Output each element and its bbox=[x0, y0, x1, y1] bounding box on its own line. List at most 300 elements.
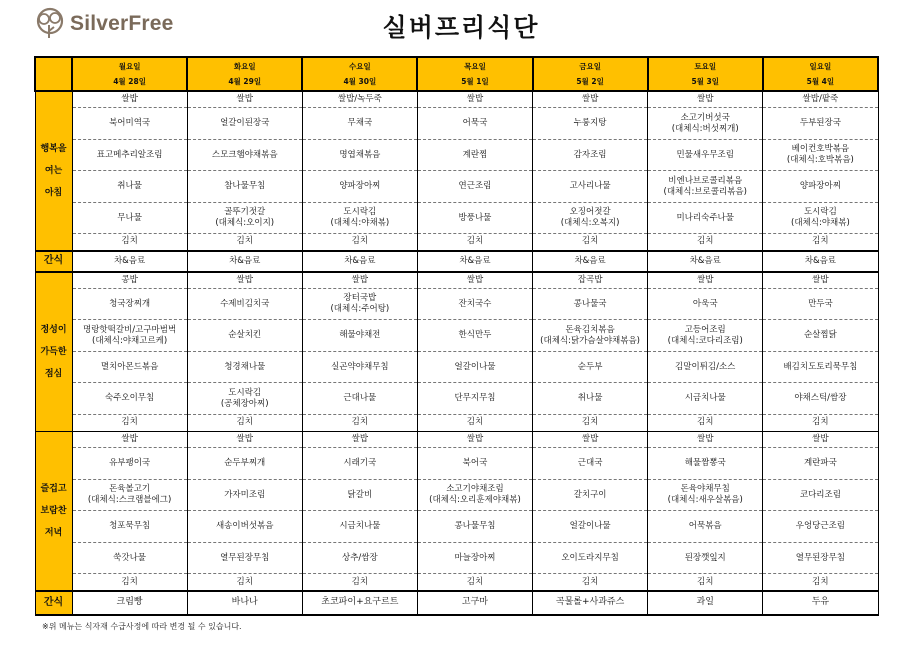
menu-cell bbox=[302, 414, 417, 431]
menu-cell bbox=[763, 288, 878, 320]
menu-item-text: 청포묵무침 bbox=[109, 521, 151, 532]
menu-cell bbox=[763, 202, 878, 234]
menu-cell bbox=[763, 171, 878, 203]
menu-item-text: 김치 bbox=[466, 417, 484, 428]
menu-cell bbox=[187, 91, 302, 108]
menu-cell bbox=[533, 511, 648, 543]
menu-item-text: 초코파이+요구르트 bbox=[321, 597, 399, 608]
menu-item-text: 쌀밥 bbox=[236, 94, 253, 105]
menu-cell bbox=[302, 574, 417, 591]
menu-cell bbox=[763, 431, 878, 448]
snack-cell bbox=[187, 591, 302, 615]
meal-row bbox=[35, 511, 878, 543]
menu-cell bbox=[533, 272, 648, 289]
day-date: 5월 1일 bbox=[461, 77, 489, 86]
menu-cell bbox=[72, 139, 187, 171]
menu-item-text: 무채국 bbox=[347, 118, 373, 129]
menu-cell bbox=[533, 234, 648, 251]
menu-item-text: 우엉당근조림 bbox=[795, 521, 846, 532]
menu-item-text: 북어국 bbox=[462, 458, 488, 469]
menu-cell bbox=[187, 108, 302, 140]
day-name: 수요일 bbox=[348, 62, 371, 71]
menu-item-text: 쌀밥 bbox=[812, 274, 829, 285]
menu-item-text: 김치 bbox=[581, 236, 599, 247]
snack-row bbox=[35, 251, 878, 272]
menu-item-text: 김치 bbox=[466, 576, 484, 587]
menu-item-text: (대체식:닭가슴살야채볶음) bbox=[540, 335, 640, 346]
menu-item-text: 김치 bbox=[812, 576, 829, 587]
snack-cell bbox=[72, 251, 187, 272]
menu-cell bbox=[187, 272, 302, 289]
menu-cell bbox=[72, 542, 187, 574]
day-name: 목요일 bbox=[464, 62, 486, 71]
snack-cell bbox=[187, 251, 302, 272]
menu-item-text: 쌀밥 bbox=[121, 434, 138, 445]
menu-item-text: 소고기버섯국 bbox=[680, 112, 730, 123]
menu-cell bbox=[302, 91, 417, 108]
footnote: ※위 메뉴는 식자재 수급사정에 따라 변경 될 수 있습니다. bbox=[42, 622, 242, 631]
snack-cell bbox=[417, 251, 532, 272]
menu-cell bbox=[187, 351, 302, 383]
menu-cell bbox=[187, 574, 302, 591]
menu-item-text: 어묵볶음 bbox=[688, 521, 722, 532]
menu-item-text: 아욱국 bbox=[692, 298, 718, 309]
menu-item-text: 쌀밥 bbox=[697, 434, 714, 445]
menu-cell bbox=[187, 320, 302, 352]
menu-item-text: 해물야채전 bbox=[339, 330, 381, 341]
menu-item-text: 김치 bbox=[236, 417, 253, 428]
menu-cell bbox=[533, 108, 648, 140]
menu-item-text: (대체식:브로콜리볶음) bbox=[663, 186, 747, 197]
meal-row bbox=[35, 383, 878, 415]
menu-item-text: 유부팽이국 bbox=[109, 458, 151, 469]
menu-item-text: 명엽채볶음 bbox=[339, 149, 381, 160]
menu-cell bbox=[72, 431, 187, 448]
menu-cell bbox=[763, 272, 878, 289]
snack-cell bbox=[72, 591, 187, 615]
menu-cell bbox=[417, 234, 532, 251]
menu-cell bbox=[302, 202, 417, 234]
menu-cell bbox=[302, 234, 417, 251]
menu-cell bbox=[302, 511, 417, 543]
snack-row bbox=[35, 591, 878, 615]
menu-cell bbox=[72, 351, 187, 383]
menu-cell bbox=[302, 383, 417, 415]
day-header bbox=[187, 57, 302, 91]
menu-item-text: (공체장아찌) bbox=[220, 398, 269, 409]
menu-cell bbox=[72, 171, 187, 203]
menu-cell bbox=[417, 91, 532, 108]
menu-item-text: 쌀밥 bbox=[351, 274, 369, 285]
menu-item-text: 쌀밥 bbox=[236, 434, 253, 445]
menu-cell bbox=[648, 139, 763, 171]
menu-item-text: 돈육야채무침 bbox=[680, 484, 730, 495]
menu-item-text: 갈치구이 bbox=[573, 489, 607, 500]
menu-item-text: 고구마 bbox=[461, 597, 489, 608]
menu-item-text: (대체식:스크램블에그) bbox=[87, 495, 172, 506]
menu-cell bbox=[187, 448, 302, 480]
meal-row bbox=[35, 288, 878, 320]
menu-item-text: (대체식:버섯찌개) bbox=[671, 123, 739, 134]
menu-cell bbox=[763, 139, 878, 171]
meal-label-line: 여는 bbox=[44, 165, 63, 176]
menu-item-text: 명랑핫떡갈비/고구마범벅 bbox=[83, 324, 177, 335]
menu-item-text: 어묵국 bbox=[462, 118, 488, 129]
menu-item-text: 닭갈비 bbox=[347, 489, 373, 500]
menu-cell bbox=[763, 574, 878, 591]
menu-cell bbox=[648, 448, 763, 480]
meal-row bbox=[35, 431, 878, 448]
menu-item-text: 수제비김치국 bbox=[220, 298, 270, 309]
menu-item-text: 청국장찌개 bbox=[109, 298, 151, 309]
menu-item-text: (대체식:야채고르케) bbox=[92, 335, 168, 346]
meal-row bbox=[35, 574, 878, 591]
meal-label bbox=[35, 91, 72, 251]
menu-cell bbox=[417, 288, 532, 320]
menu-cell bbox=[648, 234, 763, 251]
menu-item-text: 시래기국 bbox=[343, 458, 377, 469]
menu-cell bbox=[763, 320, 878, 352]
menu-cell bbox=[648, 431, 763, 448]
menu-item-text: 쌀밥 bbox=[697, 274, 714, 285]
menu-item-text: 순두부 bbox=[577, 361, 603, 372]
menu-cell bbox=[302, 288, 417, 320]
menu-cell bbox=[302, 139, 417, 171]
menu-cell bbox=[417, 351, 532, 383]
menu-item-text: 콩밥 bbox=[121, 274, 138, 285]
menu-item-text: 차&음료 bbox=[344, 255, 376, 266]
meal-label-line: 가득한 bbox=[40, 346, 67, 357]
menu-cell bbox=[763, 414, 878, 431]
menu-item-text: 양파장아찌 bbox=[799, 181, 841, 192]
menu-cell bbox=[763, 108, 878, 140]
menu-item-text: 콩나물무침 bbox=[454, 521, 496, 532]
menu-item-text: (대체식:주어탕) bbox=[330, 304, 390, 315]
menu-cell bbox=[302, 479, 417, 511]
menu-item-text: 곡물롤+사과쥬스 bbox=[555, 597, 625, 608]
meal-label-line: 보람찬 bbox=[40, 505, 67, 516]
meal-row bbox=[35, 202, 878, 234]
menu-cell bbox=[417, 202, 532, 234]
menu-cell bbox=[763, 383, 878, 415]
meal-label-line: 저녁 bbox=[44, 527, 63, 538]
menu-item-text: 야채스틱/쌈장 bbox=[794, 393, 847, 404]
day-header bbox=[302, 57, 417, 91]
menu-item-text: 잡곡밥 bbox=[577, 274, 603, 285]
menu-item-text: 소고기야채조림 bbox=[446, 484, 504, 495]
snack-cell bbox=[763, 251, 878, 272]
menu-cell bbox=[72, 91, 187, 108]
menu-cell bbox=[187, 414, 302, 431]
menu-item-text: 김말이튀김/소스 bbox=[675, 361, 736, 372]
snack-cell bbox=[763, 591, 878, 615]
menu-item-text: (대체식:코다리조림) bbox=[667, 335, 743, 346]
menu-item-text: 근대나물 bbox=[343, 393, 377, 404]
menu-item-text: 만두국 bbox=[808, 298, 833, 309]
menu-cell bbox=[302, 351, 417, 383]
menu-cell bbox=[187, 542, 302, 574]
menu-item-text: (대체식:야채볶) bbox=[791, 218, 850, 229]
menu-cell bbox=[648, 351, 763, 383]
meal-label-line: 정성이 bbox=[40, 324, 67, 335]
logo-text: SilverFree bbox=[70, 12, 174, 35]
meal-row bbox=[35, 171, 878, 203]
menu-cell bbox=[302, 320, 417, 352]
menu-cell bbox=[72, 448, 187, 480]
menu-cell bbox=[417, 320, 532, 352]
menu-cell bbox=[533, 351, 648, 383]
menu-item-text: 두부된장국 bbox=[799, 118, 841, 129]
menu-cell bbox=[533, 431, 648, 448]
menu-cell bbox=[648, 108, 763, 140]
menu-item-text: (대체식:오복지) bbox=[560, 218, 620, 229]
menu-cell bbox=[187, 383, 302, 415]
menu-item-text: (대체식:오이지) bbox=[215, 218, 275, 229]
menu-cell bbox=[533, 139, 648, 171]
day-date: 4월 30일 bbox=[343, 77, 377, 86]
menu-item-text: 청경채나물 bbox=[224, 361, 266, 372]
menu-item-text: 시금치나물 bbox=[684, 393, 726, 404]
menu-item-text: 김치 bbox=[236, 576, 253, 587]
menu-item-text: 김치 bbox=[697, 236, 714, 247]
menu-cell bbox=[648, 91, 763, 108]
menu-item-text: 김치 bbox=[466, 236, 484, 247]
menu-item-text: 상추/쌈장 bbox=[341, 552, 378, 563]
menu-item-text: 차&음료 bbox=[574, 255, 606, 266]
menu-item-text: 바나나 bbox=[231, 597, 258, 608]
meal-row bbox=[35, 234, 878, 251]
menu-item-text: 마늘장아찌 bbox=[454, 552, 496, 563]
meal-label bbox=[35, 272, 72, 432]
menu-item-text: 가자미조림 bbox=[224, 489, 266, 500]
menu-cell bbox=[187, 511, 302, 543]
menu-cell bbox=[72, 234, 187, 251]
menu-item-text: 무나물 bbox=[117, 212, 142, 223]
menu-item-text: 돈육김치볶음 bbox=[565, 324, 615, 335]
snack-cell bbox=[533, 251, 648, 272]
menu-cell bbox=[763, 542, 878, 574]
menu-cell bbox=[417, 272, 532, 289]
snack-cell bbox=[302, 251, 417, 272]
menu-item-text: 김치 bbox=[697, 576, 714, 587]
menu-item-text: 얼갈이나물 bbox=[569, 521, 611, 532]
menu-item-text: 배김치도토리묵무침 bbox=[783, 361, 858, 372]
menu-item-text: 멸치아몬드볶음 bbox=[100, 361, 159, 372]
menu-cell bbox=[72, 272, 187, 289]
day-header-row bbox=[35, 57, 878, 91]
meal-row bbox=[35, 479, 878, 511]
menu-item-text: 실곤약야채무침 bbox=[331, 361, 389, 372]
menu-item-text: 쌀밥 bbox=[697, 94, 714, 105]
menu-cell bbox=[417, 383, 532, 415]
menu-item-text: 김치 bbox=[121, 417, 138, 428]
menu-item-text: 순두부찌개 bbox=[224, 458, 266, 469]
menu-item-text: 순살치킨 bbox=[228, 330, 262, 341]
menu-item-text: 오이도라지무침 bbox=[561, 552, 619, 563]
menu-cell bbox=[72, 574, 187, 591]
menu-item-text: 미나리숙주나물 bbox=[676, 212, 734, 223]
day-name: 화요일 bbox=[233, 62, 256, 71]
menu-cell bbox=[533, 288, 648, 320]
meal-label-line: 점심 bbox=[44, 368, 63, 379]
menu-cell bbox=[648, 272, 763, 289]
menu-cell bbox=[533, 542, 648, 574]
menu-item-text: 감자조림 bbox=[573, 149, 607, 160]
meal-row bbox=[35, 139, 878, 171]
menu-cell bbox=[72, 414, 187, 431]
menu-item-text: 김치 bbox=[581, 576, 599, 587]
menu-item-text: 차&음료 bbox=[459, 255, 491, 266]
menu-item-text: 참나물무침 bbox=[224, 181, 266, 192]
menu-item-text: 북어미역국 bbox=[109, 118, 151, 129]
menu-item-text: 취나물 bbox=[577, 393, 603, 404]
meal-label-line: 아침 bbox=[44, 187, 63, 198]
menu-cell bbox=[187, 202, 302, 234]
day-header bbox=[72, 57, 187, 91]
day-date: 5월 3일 bbox=[691, 77, 719, 86]
day-header bbox=[417, 57, 532, 91]
menu-cell bbox=[302, 431, 417, 448]
menu-cell bbox=[763, 448, 878, 480]
menu-cell bbox=[187, 234, 302, 251]
menu-item-text: 고사리나물 bbox=[569, 181, 611, 192]
menu-item-text: 장터국밥 bbox=[343, 293, 377, 304]
menu-item-text: 김치 bbox=[581, 417, 599, 428]
menu-item-text: 쌀밥 bbox=[351, 434, 369, 445]
menu-cell bbox=[533, 171, 648, 203]
menu-item-text: 단무지무침 bbox=[454, 393, 496, 404]
meal-label-line: 즐겁고 bbox=[40, 483, 67, 494]
menu-item-text: 차&음료 bbox=[113, 255, 146, 266]
menu-cell bbox=[763, 511, 878, 543]
menu-cell bbox=[648, 288, 763, 320]
menu-cell bbox=[648, 202, 763, 234]
menu-cell bbox=[417, 511, 532, 543]
menu-item-text: 계란찜 bbox=[462, 149, 488, 160]
menu-item-text: 베이컨호박볶음 bbox=[791, 144, 850, 155]
menu-item-text: 도시락김 bbox=[343, 207, 377, 218]
menu-item-text: 얼갈이나물 bbox=[454, 361, 496, 372]
menu-cell bbox=[187, 288, 302, 320]
menu-item-text: 쌀밥 bbox=[236, 274, 253, 285]
snack-label: 간식 bbox=[35, 251, 72, 272]
snack-cell bbox=[648, 251, 763, 272]
menu-item-text: 김치 bbox=[121, 576, 138, 587]
menu-cell bbox=[763, 91, 878, 108]
menu-item-text: 취나물 bbox=[117, 181, 142, 192]
menu-cell bbox=[302, 171, 417, 203]
menu-cell bbox=[533, 414, 648, 431]
day-date: 4월 29일 bbox=[228, 77, 262, 86]
menu-item-text: 양파장아찌 bbox=[339, 181, 381, 192]
meal-label bbox=[35, 431, 72, 591]
menu-item-text: 콩나물국 bbox=[573, 298, 607, 309]
day-date: 5월 2일 bbox=[576, 77, 604, 86]
menu-item-text: 민물새우무조림 bbox=[676, 149, 734, 160]
menu-item-text: 표고메추리알조림 bbox=[96, 149, 163, 160]
day-name: 토요일 bbox=[694, 62, 717, 71]
menu-item-text: 쌀밥 bbox=[466, 94, 484, 105]
header-corner bbox=[35, 57, 72, 91]
menu-cell bbox=[648, 574, 763, 591]
snack-cell bbox=[648, 591, 763, 615]
menu-item-text: 새송이버섯볶음 bbox=[215, 521, 274, 532]
meal-row bbox=[35, 108, 878, 140]
menu-cell bbox=[417, 108, 532, 140]
menu-cell bbox=[533, 202, 648, 234]
meal-row bbox=[35, 351, 878, 383]
menu-item-text: 쑥갓나물 bbox=[113, 552, 147, 563]
menu-item-text: 쌀밥/팥죽 bbox=[802, 94, 839, 105]
meal-row bbox=[35, 272, 878, 289]
menu-item-text: 두유 bbox=[811, 597, 830, 608]
snack-cell bbox=[533, 591, 648, 615]
menu-item-text: 김치 bbox=[812, 417, 829, 428]
menu-item-text: 계란파국 bbox=[803, 458, 837, 469]
menu-cell bbox=[417, 574, 532, 591]
menu-item-text: 숙주오이무침 bbox=[104, 393, 155, 404]
menu-item-text: 크림빵 bbox=[116, 597, 143, 608]
menu-cell bbox=[302, 108, 417, 140]
menu-item-text: 누룽지탕 bbox=[573, 118, 607, 129]
day-name: 월요일 bbox=[118, 62, 141, 71]
menu-cell bbox=[72, 511, 187, 543]
menu-cell bbox=[302, 542, 417, 574]
menu-item-text: 차&음료 bbox=[689, 255, 721, 266]
day-header bbox=[763, 57, 878, 91]
menu-cell bbox=[302, 448, 417, 480]
menu-cell bbox=[648, 171, 763, 203]
menu-cell bbox=[533, 383, 648, 415]
menu-item-text: 얼갈이된장국 bbox=[220, 118, 270, 129]
menu-item-text: (대체식:호박볶음) bbox=[786, 155, 854, 166]
menu-item-text: 코다리조림 bbox=[799, 489, 841, 500]
menu-cell bbox=[648, 479, 763, 511]
menu-item-text: 잔치국수 bbox=[458, 298, 492, 309]
menu-item-text: 도시락김 bbox=[228, 387, 262, 398]
menu-item-text: 김치 bbox=[236, 236, 253, 247]
menu-cell bbox=[72, 288, 187, 320]
menu-item-text: 오징어젓갈 bbox=[569, 207, 611, 218]
menu-item-text: 근대국 bbox=[577, 458, 603, 469]
menu-item-text: 김치 bbox=[351, 576, 369, 587]
meal-row bbox=[35, 91, 878, 108]
menu-item-text: 연근조림 bbox=[458, 181, 492, 192]
menu-item-text: 쌀밥 bbox=[121, 94, 138, 105]
menu-item-text: (대체식:새우살볶음) bbox=[667, 495, 743, 506]
menu-table bbox=[34, 56, 879, 616]
menu-item-text: 돈육볼고기 bbox=[109, 484, 151, 495]
menu-cell bbox=[533, 320, 648, 352]
menu-cell bbox=[72, 202, 187, 234]
meal-row bbox=[35, 542, 878, 574]
menu-item-text: (대체식:야채볶) bbox=[330, 218, 390, 229]
menu-item-text: 고등어조림 bbox=[684, 324, 726, 335]
menu-cell bbox=[417, 139, 532, 171]
menu-item-text: 쌀밥 bbox=[581, 434, 599, 445]
page-title: 실버프리식단 bbox=[382, 13, 540, 42]
menu-cell bbox=[187, 171, 302, 203]
menu-item-text: 쌀밥/녹두죽 bbox=[337, 94, 382, 105]
menu-item-text: 쌀밥 bbox=[581, 94, 599, 105]
day-date: 5월 4일 bbox=[806, 77, 835, 86]
day-header bbox=[648, 57, 763, 91]
menu-cell bbox=[187, 431, 302, 448]
menu-item-text: 쌀밥 bbox=[466, 434, 484, 445]
menu-item-text: 순살찜닭 bbox=[803, 330, 837, 341]
day-name: 금요일 bbox=[579, 62, 601, 71]
menu-item-text: 스모크햄야채볶음 bbox=[211, 149, 278, 160]
